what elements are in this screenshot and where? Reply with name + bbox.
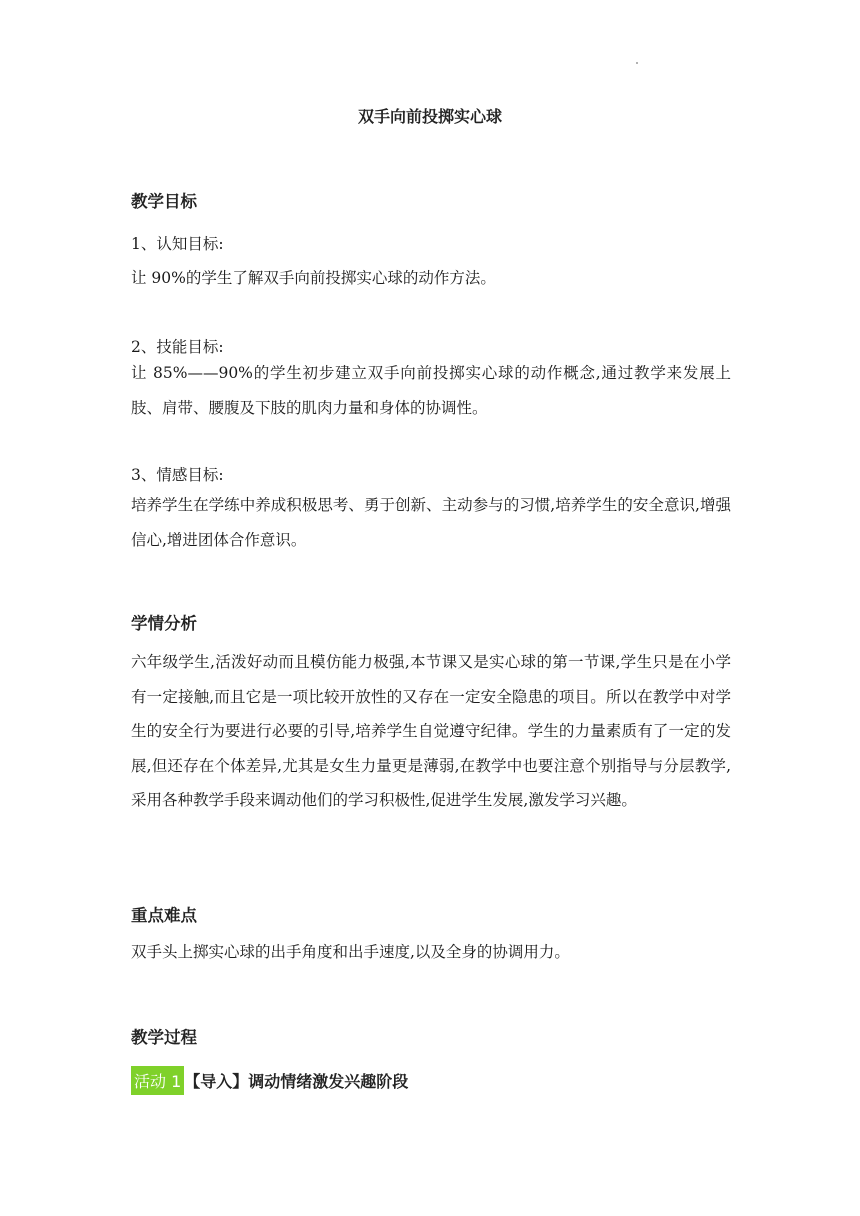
heading-objectives: 教学目标	[131, 192, 197, 211]
activity-tag: 活动 1	[131, 1066, 184, 1095]
cognitive-text: 让 90%的学生了解双手向前投掷实心球的动作方法。	[131, 269, 496, 287]
affective-label: 3、情感目标:	[131, 466, 224, 484]
activity-title: 【导入】调动情绪激发兴趣阶段	[184, 1071, 409, 1091]
cognitive-label: 1、认知目标:	[131, 235, 224, 253]
affective-text: 培养学生在学练中养成积极思考、勇于创新、主动参与的习惯,培养学生的安全意识,增强信心,增进团体合作意识。	[131, 496, 731, 549]
skill-text: 让 85%——90%的学生初步建立双手向前投掷实心球的动作概念,通过教学来发展上肢、肩带、腰腹及下肢的肌肉力量和身体的协调性。	[131, 364, 731, 417]
analysis-text: 六年级学生,活泼好动而且模仿能力极强,本节课又是实心球的第一节课,学生只是在小学有一定接触,而且它是一项比较开放性的又存在一定安全隐患的项目。所以在教学中对学生的安全行为要进行必要的引导,培养学生自觉遵守纪律。学生的力量素质有了一定的发展,但还存在个体差异,尤其是女生力量更是薄弱,在教学中也要注意个别指导与分层教学,采用各种教学手段来调动他们的学习积极性,促进学生发展,激发学习兴趣。	[131, 653, 731, 810]
heading-process: 教学过程	[131, 1028, 197, 1047]
skill-label: 2、技能目标:	[131, 338, 224, 356]
activity-1	[131, 1066, 408, 1094]
heading-analysis: 学情分析	[131, 614, 197, 633]
document-title: 双手向前投掷实心球	[357, 107, 502, 126]
page-dot	[636, 62, 638, 64]
key-points-text: 双手头上掷实心球的出手角度和出手速度,以及全身的协调用力。	[131, 943, 570, 961]
heading-key-points: 重点难点	[131, 906, 197, 925]
